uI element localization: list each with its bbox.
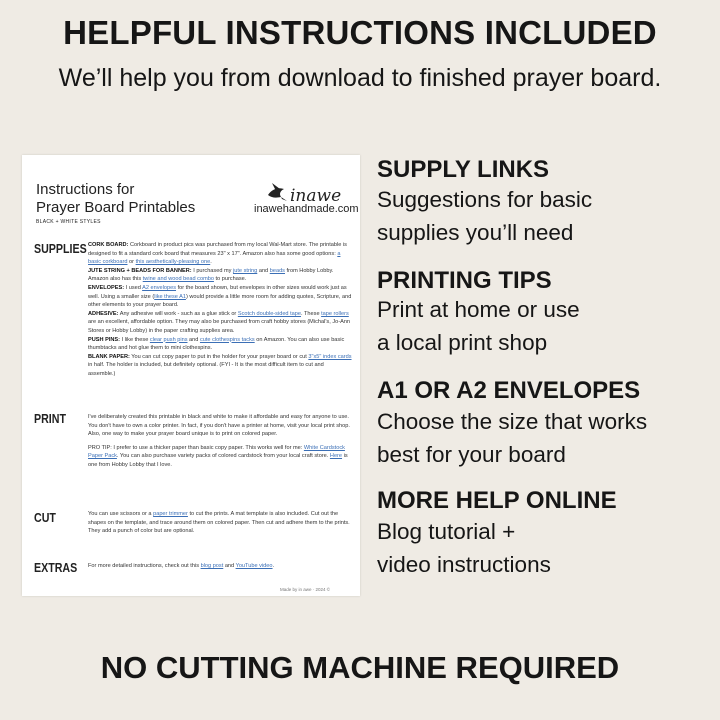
feature-desc-printing-tips <box>377 293 707 359</box>
feature-desc-line: supplies you’ll need <box>377 220 574 245</box>
section-body-extras: For more detailed instructions, check out this blog post and YouTube video. <box>88 563 275 569</box>
section-body-supplies: CORK BOARD: Corkboard in product pics was purchased from my local Wal-Mart store. The printable is designed to fit a standard cork board that measures 23" x 17". Amazon also has some good options: a basic corkboard or this aesthetically-pleasing one. JUTE STRING + BEADS FOR BANNER: I purchased my jute string and beads from Hobby Lobby. Amazon also has this twine and wood bead combo to purchase. ENVELOPES: I used A2 envelopes for the board shown, but envelopes in other sizes would work just as well. Using a smaller size (like these A1) would provide a little more room for adding quotes, Scripture, and other elements to your prayer board. ADHESIVE: Any adhesive will work - such as a glue stick or Scotch double-sided tape. These tape rollers are an excellent, affordable option. They may also be purchased from craft hobby stores (Michal's, Jo-Ann Stores or Hobby Lobby) in the paper crafting supplies area. PUSH PINS: I like these clear push pins and cute clothespins tacks on Amazon. You can also use basic thumbtacks and hot glue them to mini clothespins. BLANK PAPER: You can cut copy paper to put in the holder for your prayer board or cut 3"x5" index cards in half. The holder is included, but definitely optional. (FYI - It is the most difficult item to cut and assemble.) <box>88 242 352 377</box>
feature-desc-line: Print at home or use <box>377 297 580 322</box>
feature-title-printing-tips: PRINTING TIPS <box>377 267 552 294</box>
link-paper-trimmer[interactable]: paper trimmer <box>153 511 188 517</box>
link-a1-envelopes[interactable]: like these A1 <box>154 293 186 300</box>
section-label-cut: CUT <box>34 510 56 525</box>
section-label-extras: EXTRAS <box>34 560 78 575</box>
link-basic-corkboard[interactable]: a basic corkboard <box>88 250 341 266</box>
feature-desc-line: best for your board <box>377 442 566 467</box>
logo-word: inawe <box>290 186 342 206</box>
link-clear-push-pins[interactable]: clear push pins <box>149 336 188 343</box>
section-label-print: PRINT <box>34 411 66 426</box>
section-body-cut: You can use scissors or a paper trimmer to cut the prints. A mat template is also included. Cut out the shapes on the template, and trace around them on colored paper. Then cut and adhere them to the prints. They add a punch of color but are optional. <box>88 511 350 535</box>
link-aesthetic-corkboard[interactable]: this aesthetically-pleasing one <box>135 259 211 266</box>
link-hobby-lobby[interactable]: Here <box>329 453 343 460</box>
feature-desc-supply-links <box>377 183 707 249</box>
feature-desc-line: Choose the size that works <box>377 409 648 434</box>
link-youtube-video[interactable]: YouTube video <box>235 563 273 569</box>
link-jute-string[interactable]: jute string <box>233 267 258 274</box>
section-label-supplies: SUPPLIES <box>34 241 87 256</box>
feature-desc-line: Suggestions for basic <box>377 187 593 212</box>
feature-desc-line: Blog tutorial + <box>377 519 516 544</box>
feature-desc-line: a local print shop <box>377 330 548 355</box>
link-tape-rollers[interactable]: tape rollers <box>321 310 349 317</box>
dove-icon <box>268 183 287 201</box>
headline: HELPFUL INSTRUCTIONS INCLUDED <box>63 14 657 51</box>
feature-desc-line: video instructions <box>377 552 551 577</box>
instruction-sheet-preview <box>22 155 360 596</box>
subheadline: We’ll help you from download to finished prayer board. <box>58 64 662 92</box>
section-body-print: I've deliberately created this printable in black and white to make it affordable and easy for anyone to use. You don't have to own a color printer. In fact, if you don't have a printer at home, visit your local print shop. Also, one way to make your prayer board unique is to print on colored paper. PRO TIP: I prefer to use a thicker paper than basic copy paper. This works well for me: White Cardstock Paper Pack. You can also purchase variety packs of colored cardstock from your local craft store. Here is one from Hobby Lobby that I love. <box>88 414 350 468</box>
link-scotch-tape[interactable]: Scotch double-sided tape <box>237 310 301 317</box>
link-clothespin-tacks[interactable]: cute clothespins tacks <box>199 336 255 343</box>
link-blog-post[interactable]: blog post <box>200 563 224 569</box>
logo-site: inawehandmade.com <box>254 203 359 215</box>
feature-title-supply-links: SUPPLY LINKS <box>377 156 550 183</box>
link-beads[interactable]: beads <box>269 267 285 274</box>
link-cardstock-pack[interactable]: White Cardstock Paper Pack <box>88 444 345 460</box>
sheet-style-note: BLACK + WHITE STYLES <box>36 219 101 225</box>
feature-desc-envelopes <box>377 405 707 471</box>
sheet-title <box>36 181 195 217</box>
link-a2-envelopes[interactable]: A2 envelopes <box>142 284 177 291</box>
sheet-title-line1: Instructions for <box>36 181 135 198</box>
feature-title-more-help: MORE HELP ONLINE <box>377 487 617 514</box>
link-index-cards[interactable]: 3"x5" index cards <box>308 353 352 360</box>
feature-title-envelopes: A1 OR A2 ENVELOPES <box>377 377 641 404</box>
link-twine-bead-combo[interactable]: twine and wood bead combo <box>142 276 214 283</box>
footer-banner: NO CUTTING MACHINE REQUIRED <box>100 650 620 685</box>
feature-desc-more-help <box>377 515 707 581</box>
sheet-page-footer: Made by in awe · 2024 © <box>280 587 331 592</box>
sheet-title-line2: Prayer Board Printables <box>36 199 196 216</box>
